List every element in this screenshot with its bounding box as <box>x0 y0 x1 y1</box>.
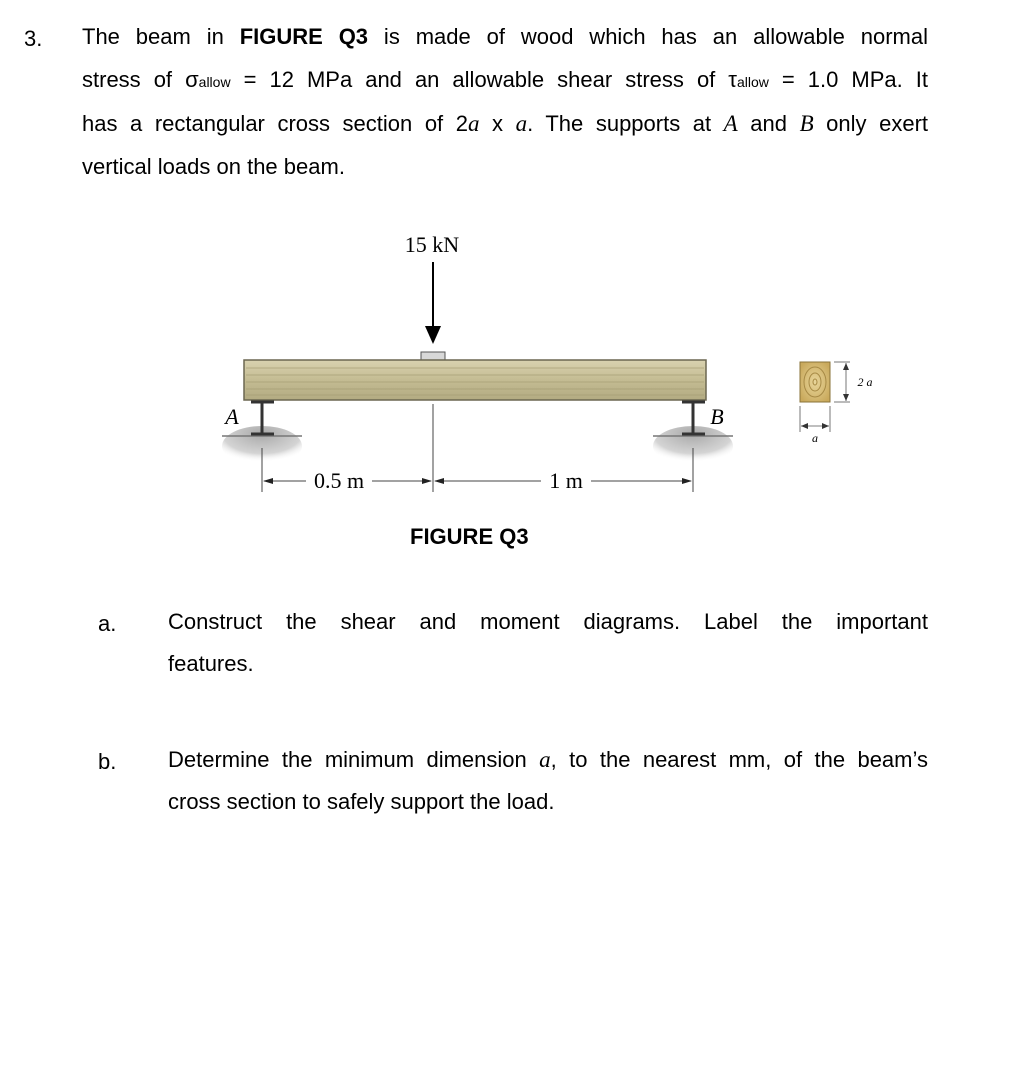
part-a-label: a. <box>98 611 117 636</box>
question-line-1: The beam in FIGURE Q3 is made of wood which has an allowable normal <box>82 24 928 49</box>
support-a-label: A <box>225 404 239 429</box>
figure-caption: FIGURE Q3 <box>410 524 529 549</box>
dimension-arrow <box>422 478 432 484</box>
load-label: 15 kN <box>404 232 460 257</box>
figure-reference: FIGURE Q3 <box>239 24 369 49</box>
part-b-label: b. <box>98 749 117 774</box>
question-line-3: has a rectangular cross section of 2a x a. The supports at A and B only exert <box>82 111 929 136</box>
question-number: 3. <box>24 26 43 51</box>
load-arrow-head <box>425 326 441 344</box>
wood-beam <box>244 360 706 400</box>
dimension-arrow <box>682 478 692 484</box>
dimension-label-right: 1 m <box>549 468 583 493</box>
question-line-4: vertical loads on the beam. <box>82 153 345 179</box>
dimension-arrow <box>263 478 273 484</box>
cross-section <box>800 362 830 402</box>
load-pad <box>421 352 445 360</box>
dimension-arrow <box>434 478 444 484</box>
question-line-2: stress of σallow = 12 MPa and an allowable shear stress of τallow = 1.0 MPa. It <box>82 66 929 92</box>
support-b-label: B <box>710 404 724 429</box>
dimension-label-left: 0.5 m <box>313 468 365 493</box>
section-width-label: a <box>812 431 818 445</box>
part-a-text: Construct the shear and moment diagrams. Label the important features. <box>168 609 928 676</box>
section-height-label: 2 a <box>857 375 873 389</box>
part-b-text: Determine the minimum dimension a, to the nearest mm, of the beam’s cross section to safely support the load. <box>168 747 928 814</box>
